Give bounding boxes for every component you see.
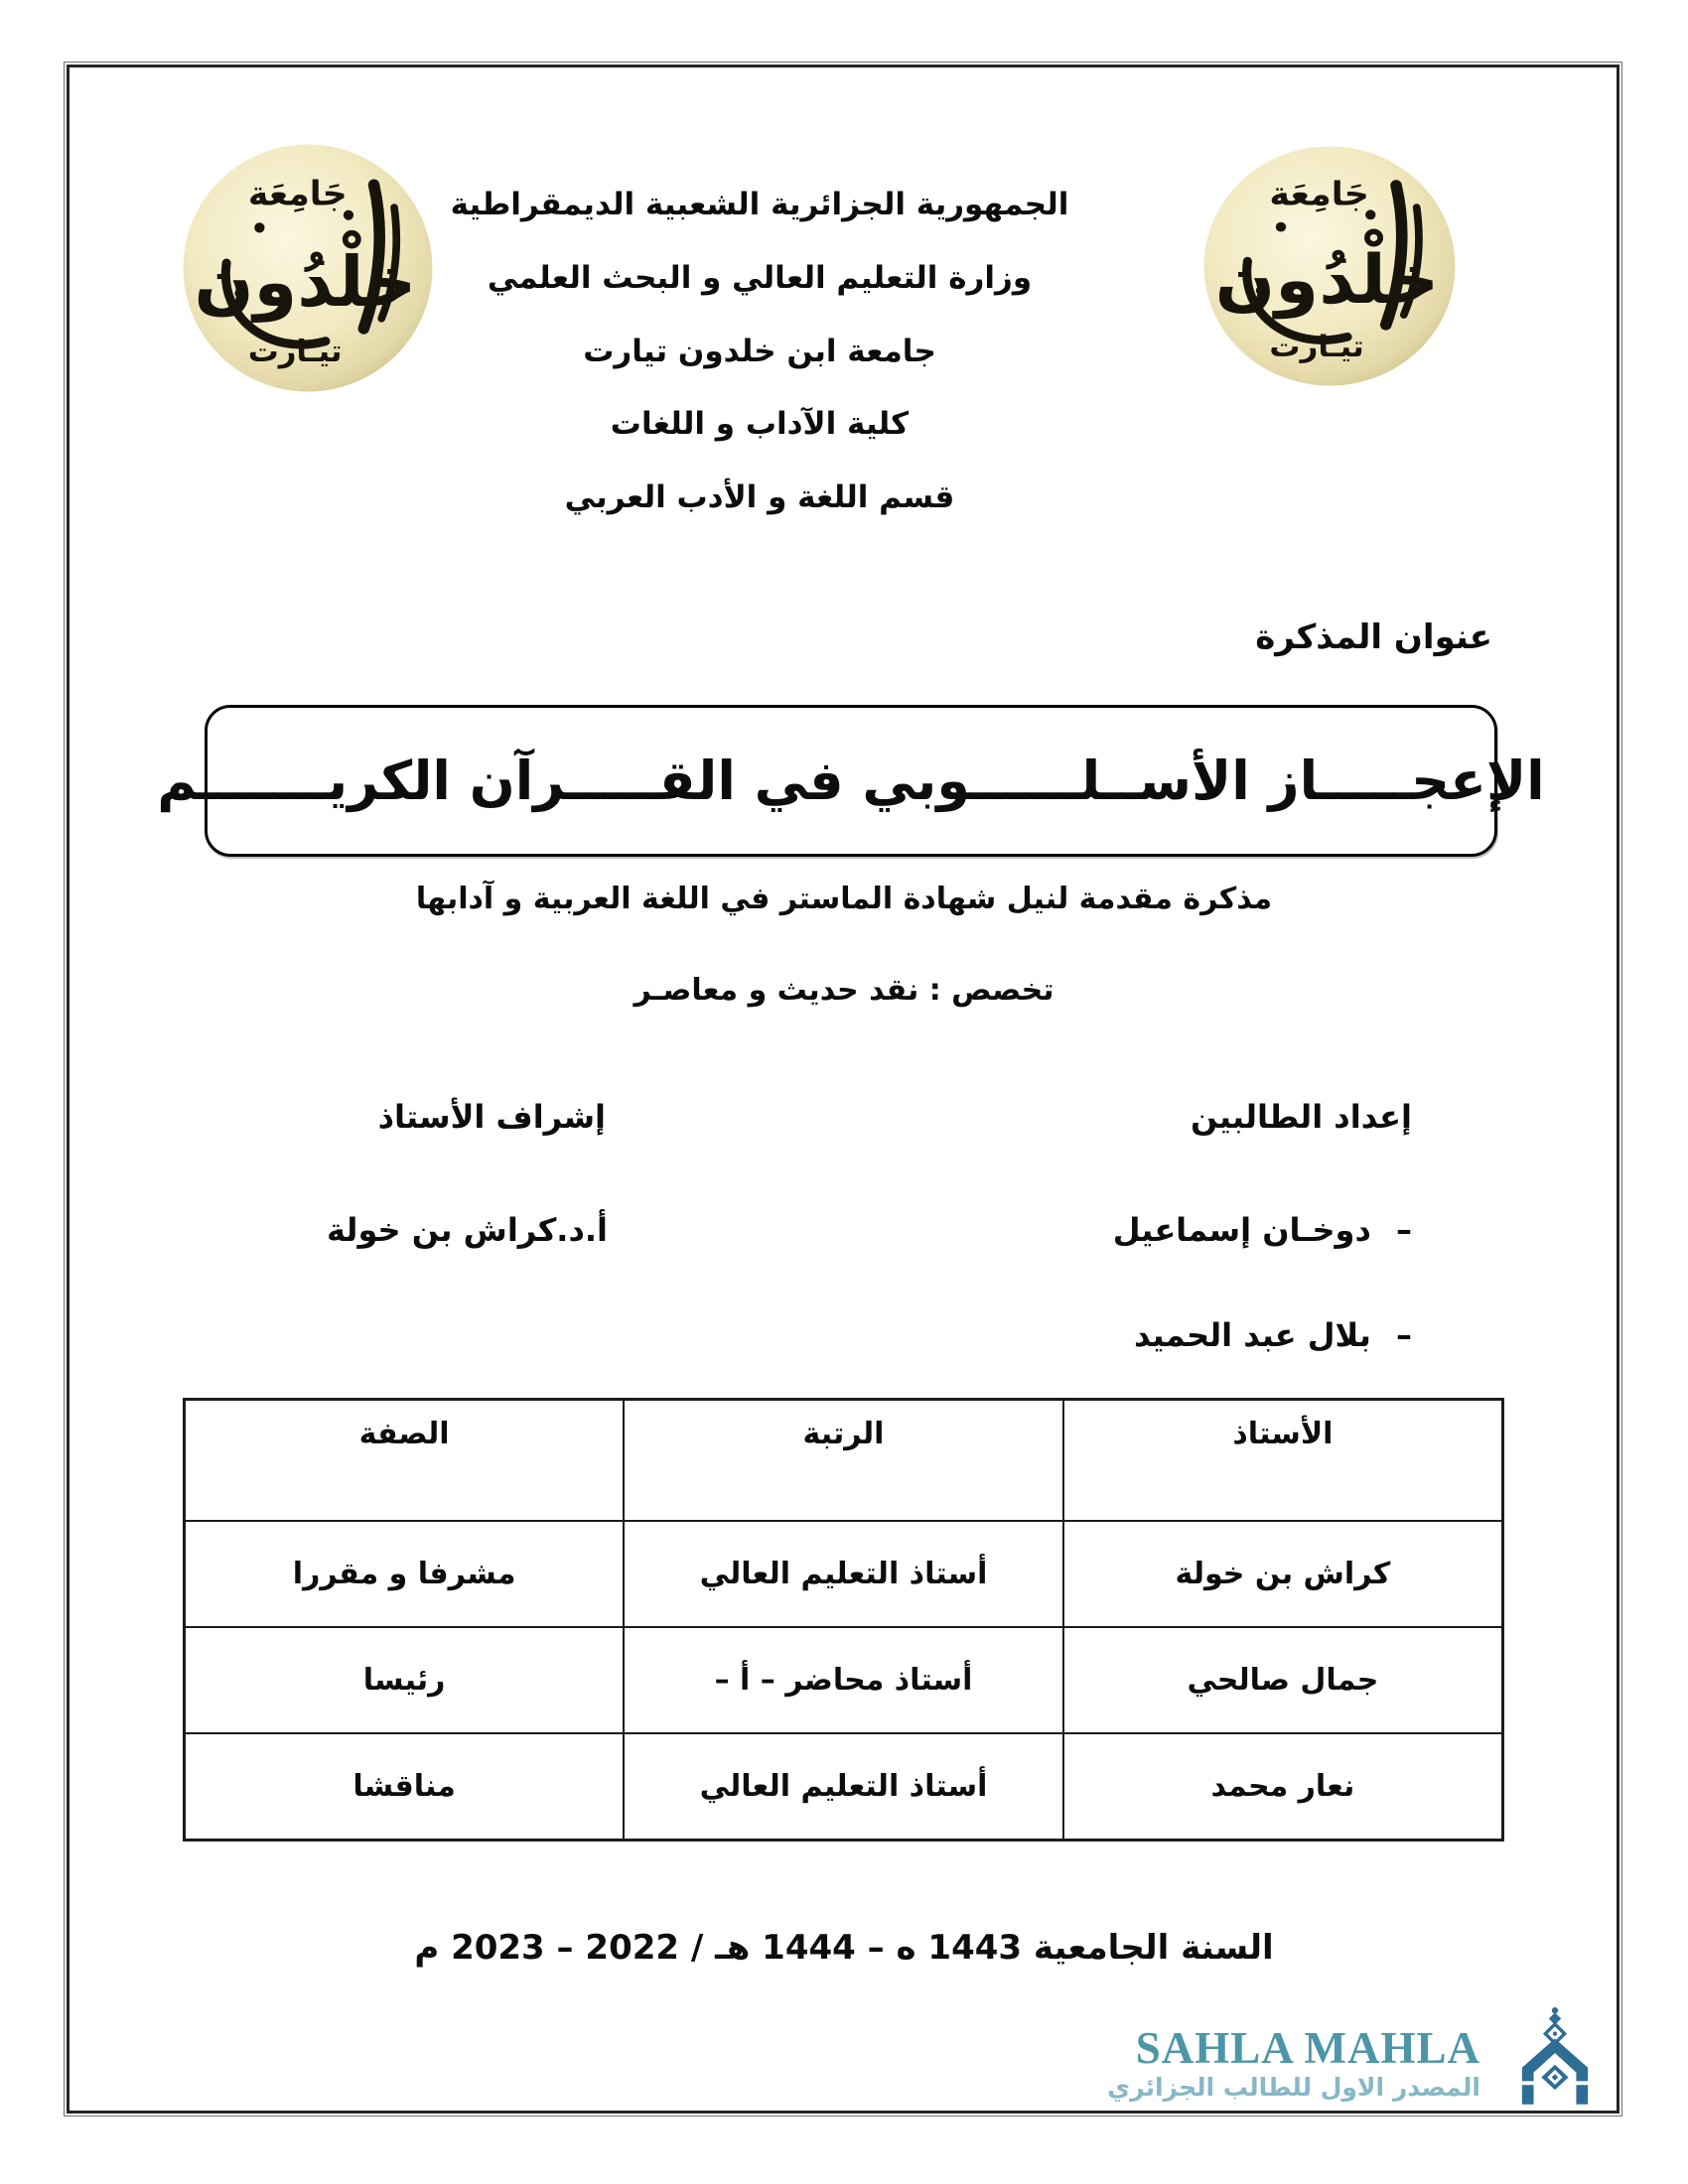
jury-role: مناقشا [185,1733,625,1841]
sahla-emblem-icon [1516,2005,1594,2107]
jury-table-row [185,1733,1503,1841]
university-line: جامعة ابن خلدون تيارت [583,334,936,369]
ministry-line: وزارة التعليم العالي و البحث العلمي [487,260,1033,296]
memo-title: الإعجـــــاز الأســلــــــوبي في القـــــرآن الكريـــــــم [157,750,1545,812]
jury-table-row [185,1521,1503,1627]
supervisor-name: أ.د.كراش بن خولة [327,1211,608,1249]
jury-table [183,1398,1504,1842]
jury-col-role: الصفة [185,1400,625,1522]
sahla-tagline: المصدر الاول للطالب الجزائري [1107,2073,1480,2102]
jury-professor: كراش بن خولة [1063,1521,1503,1627]
dash-bullet: – [1396,1316,1412,1354]
students-heading: إعداد الطالبين [1191,1098,1412,1136]
jury-role: رئيسا [185,1627,625,1733]
academic-year-line: السنة الجامعية 1443 ه – 1444 هـ / 2022 – 2023 م [414,1928,1274,1968]
sahla-brand-text: SAHLA MAHLA [1135,2023,1480,2073]
faculty-line: كلية الآداب و اللغات [610,406,910,442]
student-item [1113,1211,1412,1249]
jury-rank: أستاذ التعليم العالي [624,1521,1063,1627]
jury-table-row [185,1627,1503,1733]
supervisor-heading: إشراف الأستاذ [377,1098,606,1136]
specialty-line: تخصص : نقد حديث و معاصـر [633,973,1055,1008]
jury-rank: أستاذ التعليم العالي [624,1733,1063,1841]
student-name: دوخـان إسماعيل [1112,1211,1371,1249]
jury-rank: أستاذ محاضر – أ – [624,1627,1063,1733]
dash-bullet: – [1396,1211,1412,1249]
memo-title-box [157,705,1545,857]
jury-col-professor: الأستاذ [1063,1400,1503,1522]
country-line: الجمهورية الجزائرية الشعبية الديمقراطية [450,187,1069,222]
jury-professor: جمال صالحي [1063,1627,1503,1733]
sahla-watermark-text [1107,2023,1480,2102]
degree-subtitle: مذكرة مقدمة لنيل شهادة الماستر في اللغة العربية و آدابها [415,882,1273,916]
student-item [1134,1316,1412,1354]
jury-professor: نعار محمد [1063,1733,1503,1841]
sahla-watermark [1107,2005,1594,2107]
jury-table-header-row [185,1400,1503,1522]
memo-title-label: عنوان المذكرة [1255,617,1492,657]
department-line: قسم اللغة و الأدب العربي [564,479,955,515]
student-name: بلال عبد الحميد [1134,1316,1371,1354]
jury-col-rank: الرتبة [624,1400,1063,1522]
jury-role: مشرفا و مقررا [185,1521,625,1627]
